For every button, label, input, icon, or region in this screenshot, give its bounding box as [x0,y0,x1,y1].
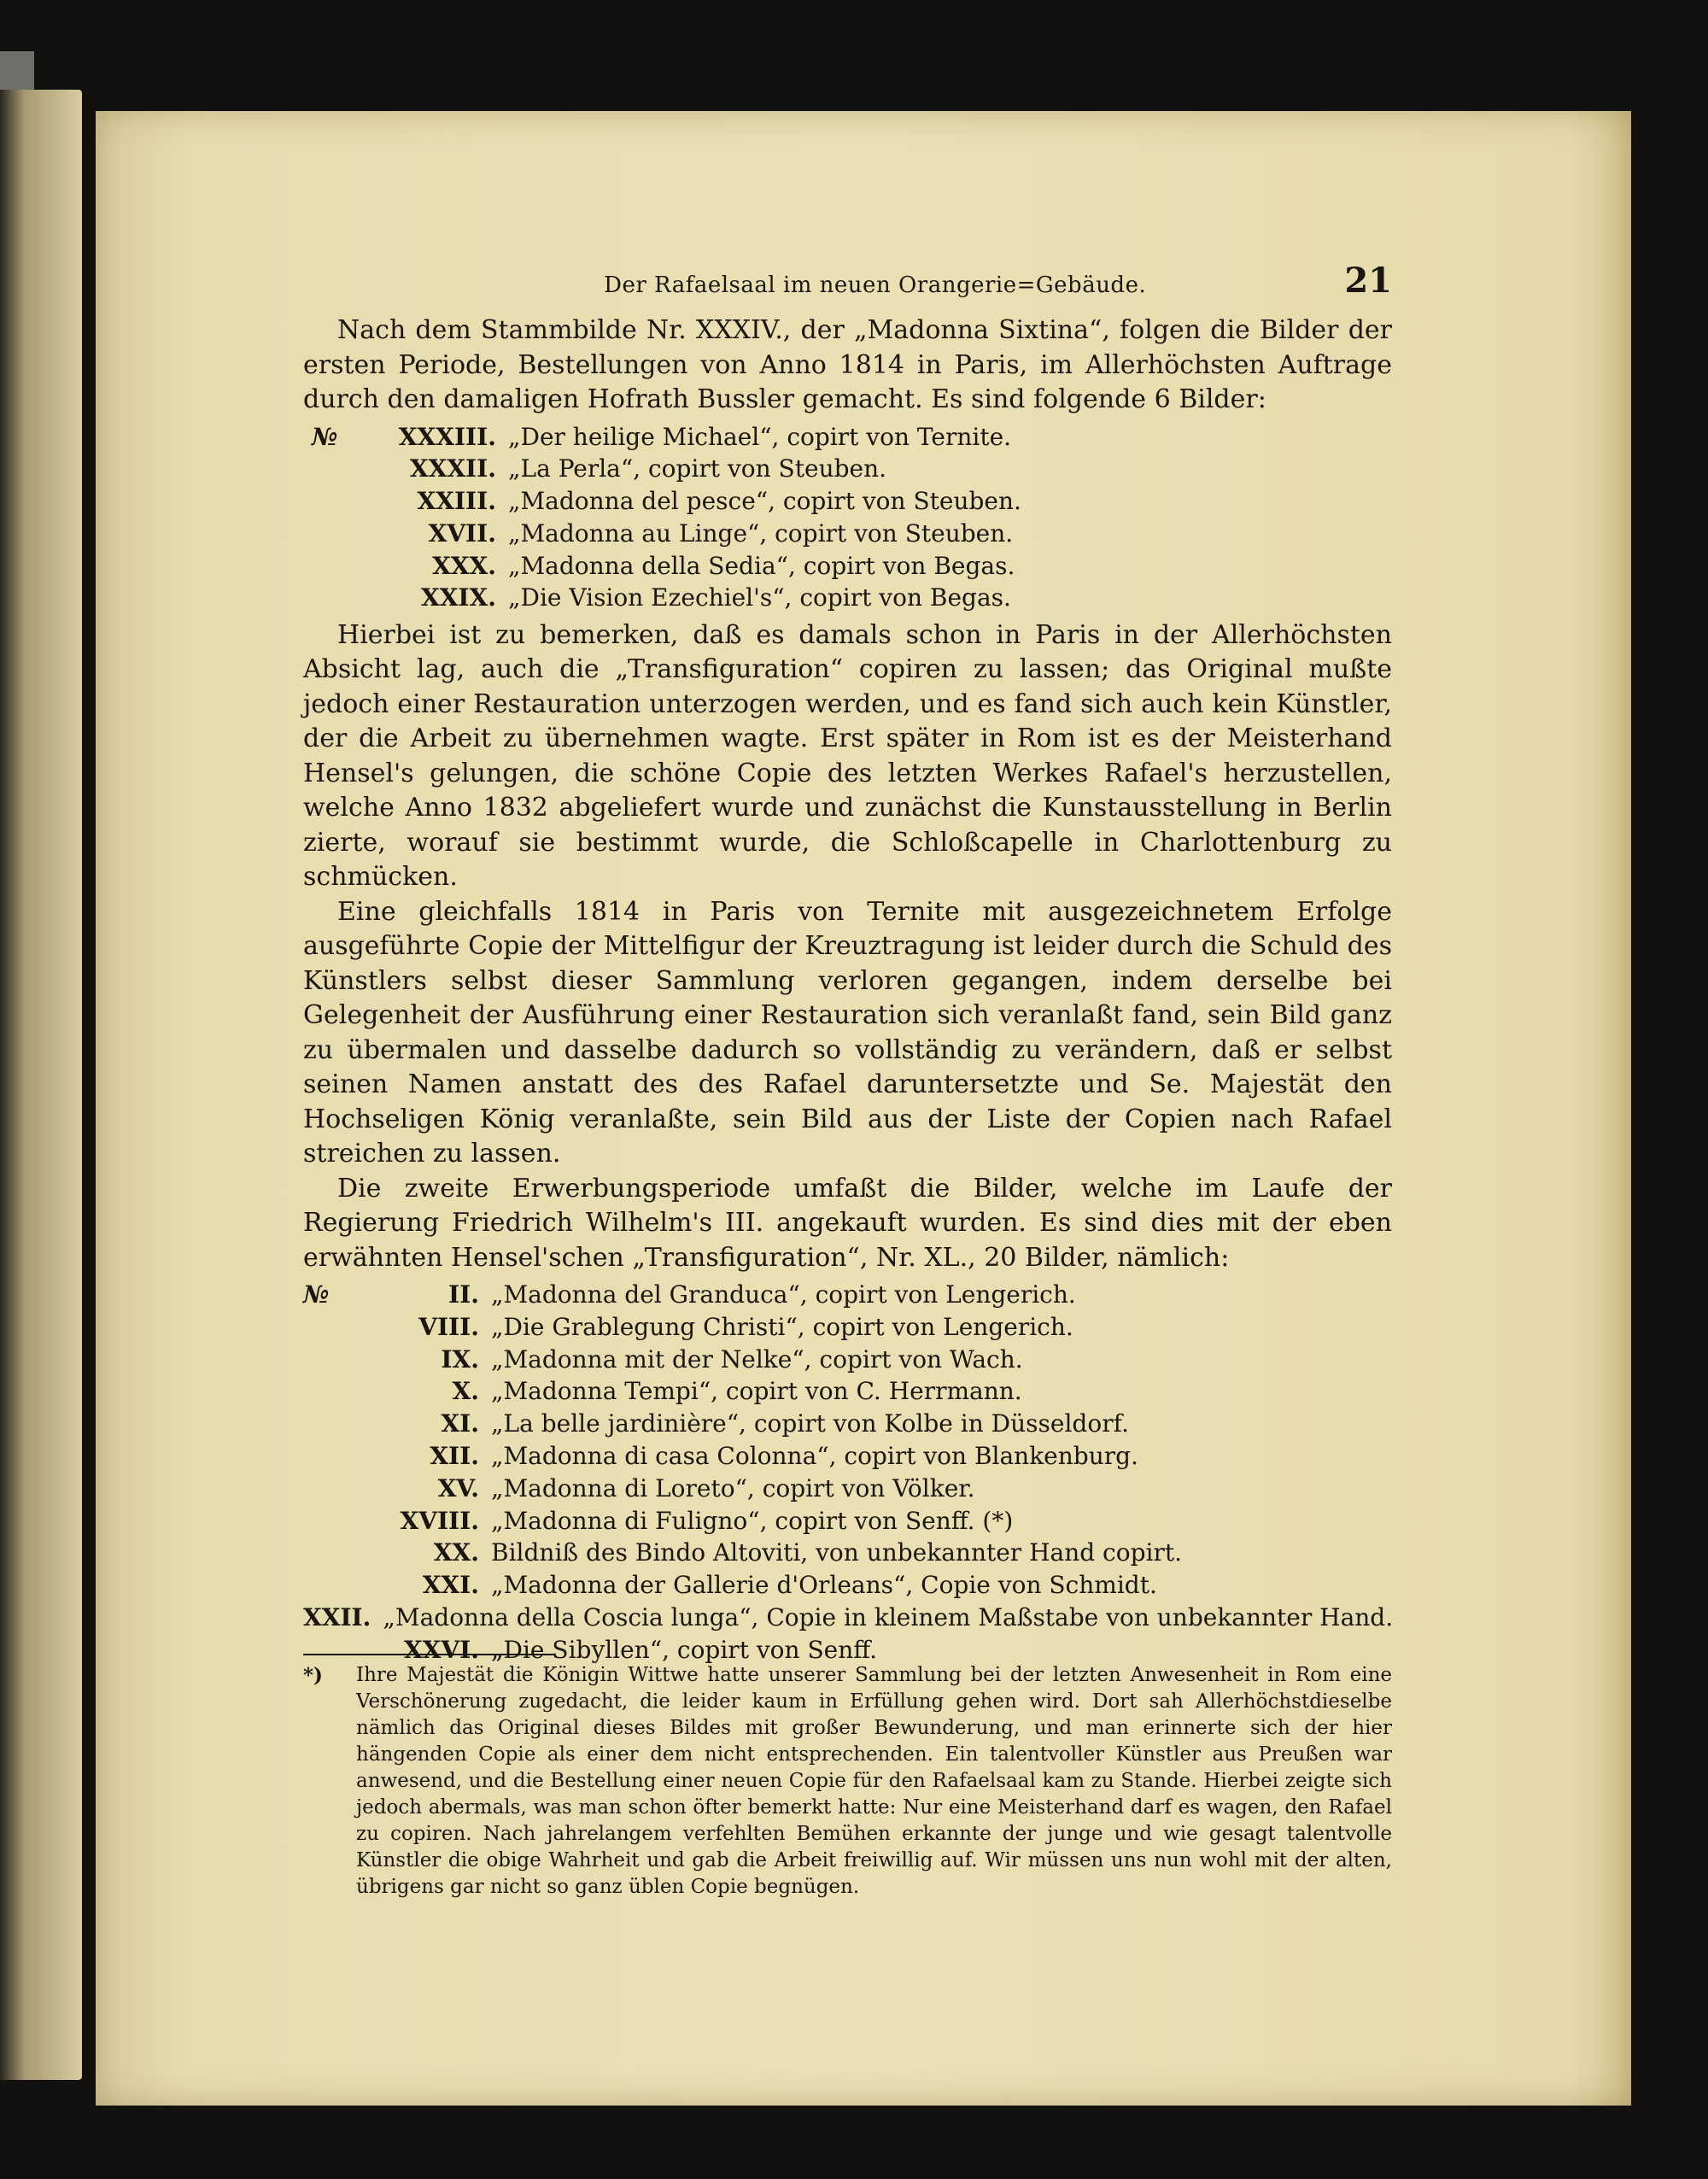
catalogue-number: XXXII. [409,454,496,483]
list-item [303,1569,1392,1602]
number-sign: № [312,422,338,451]
list-item [303,1537,1392,1569]
painting-entry: „Madonna di casa Colonna“, copirt von Blankenburg. [491,1441,1138,1470]
list-item [303,1311,1392,1344]
painting-entry: „Die Vision Ezechiel's“, copirt von Begas. [508,583,1011,612]
painting-entry: „Madonna della Sedia“, copirt von Begas. [508,551,1015,580]
footnote-mark: *) [303,1664,323,1687]
list-item [303,1375,1392,1408]
page-number: 21 [1344,261,1392,301]
painting-list-second-period [303,1279,1394,1664]
catalogue-number: XXX. [432,551,496,580]
painting-entry: „Madonna del Granduca“, copirt von Lengerich. [491,1280,1076,1309]
painting-entry: „Madonna di Loreto“, copirt von Völker. [491,1473,975,1502]
list-item [303,1279,1392,1311]
painting-entry: „Madonna Tempi“, copirt von C. Herrmann. [491,1377,1022,1406]
running-head: Der Rafaelsaal im neuen Orangerie=Gebäude. [604,272,1147,298]
list-item [303,1344,1392,1376]
catalogue-number: XV. [437,1473,479,1502]
painting-entry: „Madonna della Coscia lunga“, Copie in kleinem Maßstabe von unbekannter Hand. [383,1602,1394,1631]
painting-list-first-period [303,421,1392,615]
catalogue-number: XXIII. [417,487,496,516]
catalogue-number: XXII. [303,1602,371,1631]
list-item [303,1440,1392,1473]
painting-entry: „Madonna del pesce“, copirt von Steuben. [508,487,1021,516]
painting-entry: „Madonna der Gallerie d'Orleans“, Copie von Schmidt. [491,1571,1157,1600]
catalogue-number: XII. [430,1441,479,1470]
catalogue-number: XXI. [422,1571,479,1600]
catalogue-number: XVIII. [400,1506,479,1535]
footnote [303,1662,1392,1901]
catalogue-number: XXIX. [420,583,496,612]
list-item [303,1602,1392,1634]
catalogue-number: II. [448,1280,479,1309]
list-item [303,582,1392,614]
footnote-text: Ihre Majestät die Königin Wittwe hatte unserer Sammlung bei der letzten Anwesenheit in Rom eine Verschönerung zugedacht, die leider kaum in Erfüllung gehen wird. Dort sah Allerhöchstdieselbe nämlich das Original dieses Bildes mit großer Bewunderung, und man erinnerte sich der hier hängenden Copie als einer dem nicht entsprechenden. Ein talentvoller Künstler aus Preußen war anwesend, und die Bestellung einer neuen Copie für den Rafaelsaal kam zu Stande. Hierbei zeigte sich jedoch abermals, was man schon öfter bemerkt hatte: Nur eine Meisterhand darf es wagen, den Rafael zu copiren. Nach jahrelangem verfehlten Bemühen erkannte der junge und wie gesagt talentvolle Künstler die obige Wahrheit und gab die Arbeit freiwillig auf. Wir müssen uns nun wohl mit der alten, übrigens gar nicht so ganz üblen Copie begnügen. [356,1664,1392,1898]
list-item [303,1505,1392,1538]
list-item [303,453,1392,485]
painting-entry: „Die Sibyllen“, copirt von Senff. [491,1635,878,1664]
painting-entry: „La belle jardinière“, copirt von Kolbe in Düsseldorf. [491,1409,1129,1438]
catalogue-number: XVII. [428,518,496,548]
painting-entry: „Madonna mit der Nelke“, copirt von Wach. [491,1344,1023,1374]
catalogue-number: IX. [441,1344,479,1374]
painting-entry: „Madonna au Linge“, copirt von Steuben. [508,518,1014,548]
page-content [303,261,1392,1901]
painting-entry: „Madonna di Fuligno“, copirt von Senff. (*) [491,1506,1014,1535]
catalogue-number: XI. [441,1409,479,1438]
catalogue-number: XX. [433,1538,479,1567]
paragraph-1: Nach dem Stammbilde Nr. XXXIV., der „Madonna Sixtina“, folgen die Bilder der ersten Periode, Bestellungen von Anno 1814 in Paris, im Allerhöchsten Auftrage durch den damaligen Hofrath Bussler gemacht. Es sind folgende 6 Bilder: [303,315,1392,414]
paragraph-3: Eine gleichfalls 1814 in Paris von Ternite mit ausgezeichnetem Erfolge ausgeführte Copie der Mittelfigur der Kreuztragung ist leider durch die Schuld des Künstlers selbst dieser Sammlung verloren gegangen, indem derselbe bei Gelegenheit der Ausführung einer Restauration sich veranlaßt fand, sein Bild ganz zu übermalen und dasselbe dadurch so vollständig zu verändern, daß er selbst seinen Namen anstatt des des Rafael daruntersetzte und Se. Majestät den Hochseligen König veranlaßte, sein Bild aus der Liste der Copien nach Rafael streichen zu lassen. [303,896,1392,1169]
list-item [303,1408,1392,1440]
number-sign: № [303,1280,330,1309]
painting-entry: „Die Grablegung Christi“, copirt von Lengerich. [491,1312,1073,1341]
painting-entry: „La Perla“, copirt von Steuben. [508,454,887,483]
list-item [303,421,1392,454]
painting-entry: „Der heilige Michael“, copirt von Ternite. [508,422,1012,451]
painting-entry: Bildniß des Bindo Altoviti, von unbekannter Hand copirt. [491,1538,1183,1567]
list-item [303,1473,1392,1505]
left-page-edge [0,90,82,2080]
list-item [303,1634,1392,1666]
paragraph-4: Die zweite Erwerbungsperiode umfaßt die Bilder, welche im Laufe der Regierung Friedrich Wilhelm's III. angekauft wurden. Es sind dies mit der eben erwähnten Hensel'schen „Transfiguration“, Nr. XL., 20 Bilder, nämlich: [303,1173,1392,1273]
catalogue-number: VIII. [418,1312,479,1341]
page-header [303,261,1392,303]
paragraph-2: Hierbei ist zu bemerken, daß es damals schon in Paris in der Allerhöchsten Absicht lag, auch die „Transfiguration“ copiren zu lassen; das Original mußte jedoch einer Restauration unterzogen werden, und es fand sich auch kein Künstler, der die Arbeit zu übernehmen wagte. Erst später in Rom ist es der Meisterhand Hensel's gelungen, die schöne Copie des letzten Werkes Rafael's herzustellen, welche Anno 1832 abgeliefert wurde und zunächst die Kunstausstellung in Berlin zierte, worauf sie bestimmt wurde, die Schloßcapelle in Charlottenburg zu schmücken. [303,619,1392,892]
list-item [303,550,1392,583]
catalogue-number: XXVI. [403,1635,479,1664]
catalogue-number: XXXIII. [398,422,496,451]
catalogue-number: X. [452,1377,479,1406]
list-item [303,518,1392,550]
list-item [303,485,1392,518]
